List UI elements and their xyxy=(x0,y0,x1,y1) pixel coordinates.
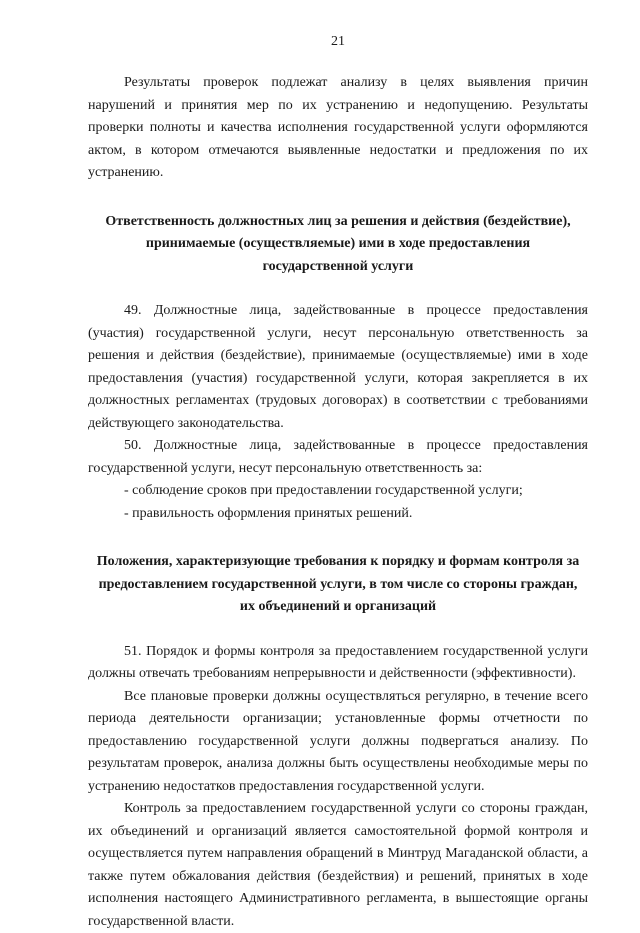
list-item-decisions: - правильность оформления принятых решений. xyxy=(124,505,413,521)
paragraph-51: 51. Порядок и формы контроля за предоставлением государственной услуги должны отвечать требованиям непрерывности и действенности (эффективности). xyxy=(88,643,588,681)
section-heading-control: Положения, характеризующие требования к порядку и формам контроля за предоставлением государственной услуги, в том числе со стороны граждан, их объединений и организаций xyxy=(96,554,580,614)
page-number: 21 xyxy=(331,34,345,49)
paragraph-public-control: Контроль за предоставлением государственной услуги со стороны граждан, их объединений и организаций является самостоятельной формой контроля и осуществляется путем направления обращений в Минтруд Магаданской области, а также путем обжалования действия (бездействия) и решений, принятых в ходе исполнения настоящего Административного регламента, в вышестоящие органы государственной власти. xyxy=(88,801,588,929)
paragraph-planned-inspections: Все плановые проверки должны осуществляться регулярно, в течение всего периода деятельности организации; установленные формы отчетности по предоставлению государственной услуги должны подвергаться анализу. По результатам проверок, анализа должны быть осуществлены необходимые меры по устранению недостатков предоставления государственной услуги. xyxy=(88,688,588,794)
section-heading-responsibility: Ответственность должностных лиц за решения и действия (бездействие), принимаемые (осуществляемые) ими в ходе предоставления государственной услуги xyxy=(105,213,571,274)
list-item-deadlines: - соблюдение сроков при предоставлении государственной услуги; xyxy=(124,483,523,498)
paragraph-inspection-results: Результаты проверок подлежат анализу в целях выявления причин нарушений и принятия мер по их устранению и недопущению. Результаты проверки полноты и качества исполнения государственной услуги оформляются актом, в котором отмечаются выявленные недостатки и предложения по их устранению. xyxy=(88,75,588,180)
paragraph-49: 49. Должностные лица, задействованные в процессе предоставления (участия) государственной услуги, несут персональную ответственность за решения и действия (бездействие), принимаемые (осуществляемые) ими в ходе предоставления (участия) государственной услуги, которая закрепляется в их должностных регламентах (трудовых договорах) в соответствии с требованиями действующего законодательства. xyxy=(88,303,588,431)
document-page xyxy=(88,34,588,933)
paragraph-50: 50. Должностные лица, задействованные в процессе предоставления государственной услуги, несут персональную ответственность за: xyxy=(88,438,588,476)
